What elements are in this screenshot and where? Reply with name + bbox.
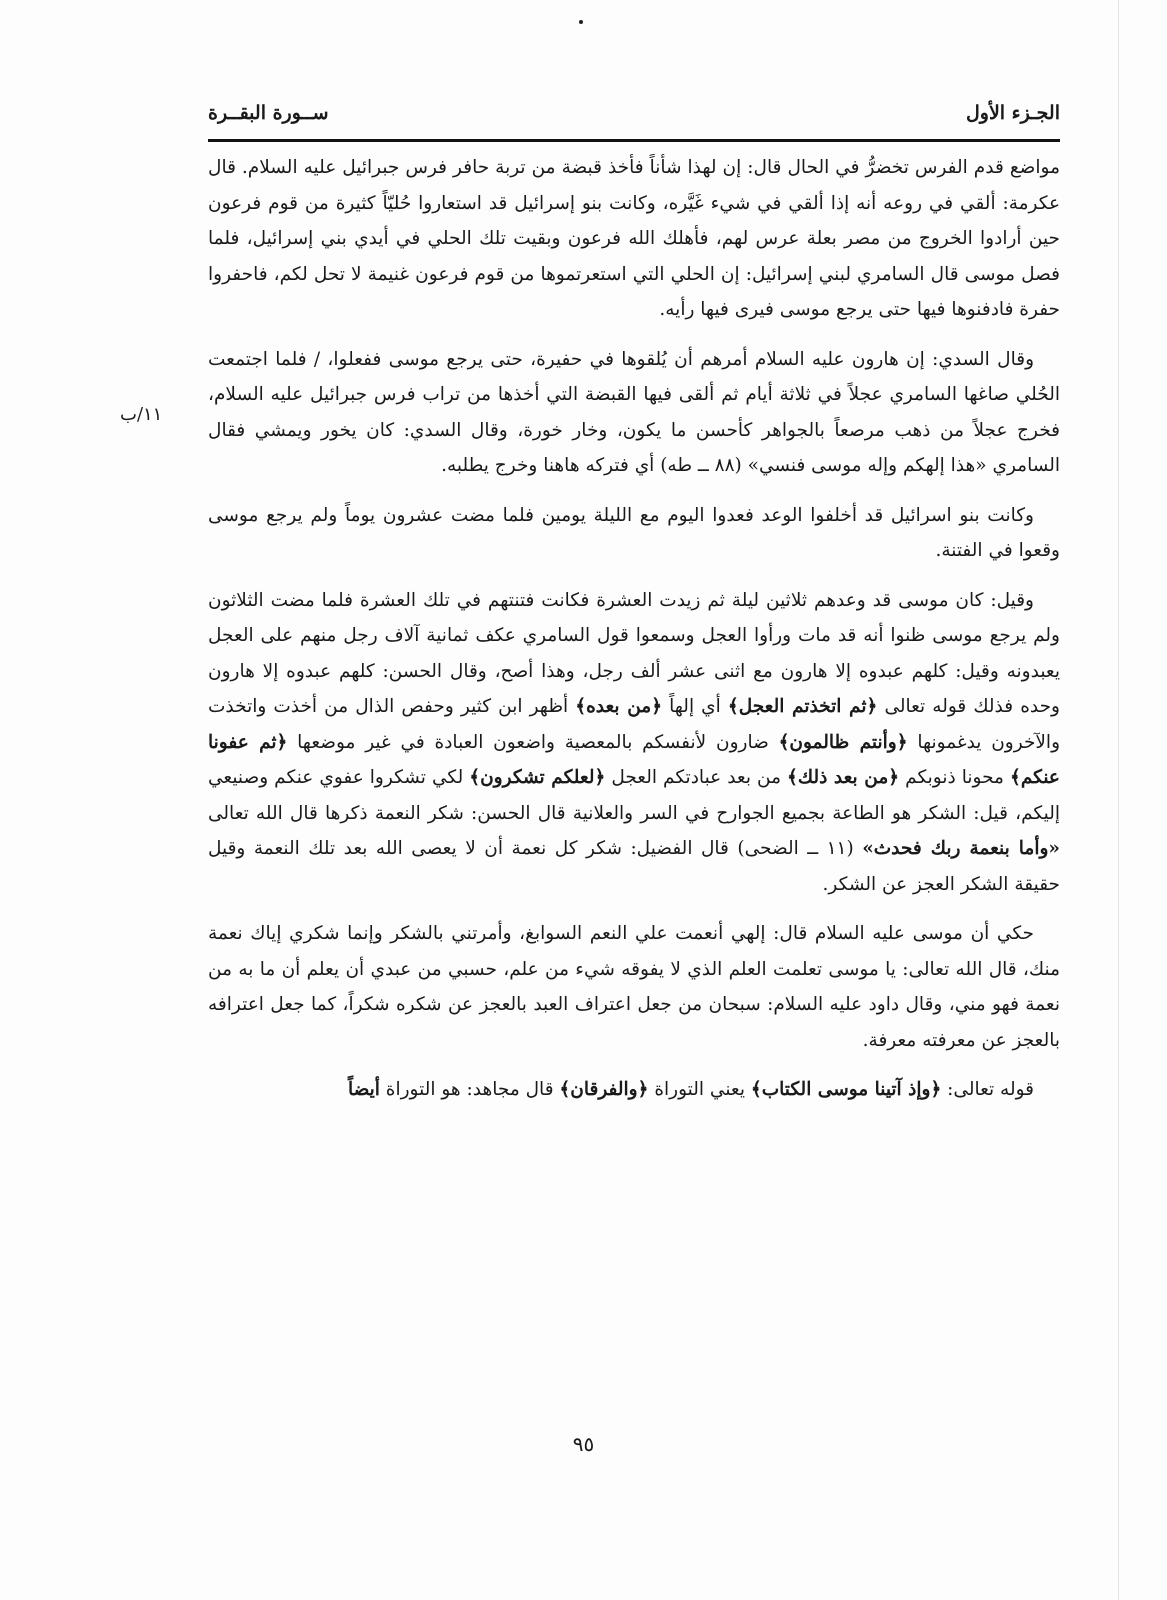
quranic-quote: ﴿ثم عفونا عنكم﴾ bbox=[208, 731, 1060, 788]
header-rule bbox=[208, 139, 1060, 142]
scan-edge-line bbox=[1118, 0, 1119, 1600]
paragraph-text: قوله تعالى: bbox=[941, 1079, 1034, 1100]
paragraph-text: ضارون لأنفسكم بالمعصية واضعون العبادة في غير موضعها bbox=[287, 731, 779, 753]
paragraph-text: من بعد عبادتكم العجل bbox=[605, 767, 788, 788]
body-paragraph bbox=[208, 583, 1060, 903]
paragraph-text: وكانت بنو اسرائيل قد أخلفوا الوعد فعدوا اليوم مع الليلة يومين فلما مضت عشرون يوماً ولم يرجع موسى وقعوا في الفتنة. bbox=[208, 504, 1060, 561]
paragraph-text: محونا ذنوبكم bbox=[899, 767, 1010, 788]
quranic-quote: ﴿وأنتم ظالمون﴾ bbox=[778, 731, 908, 753]
quranic-quote: ﴿من بعد ذلك﴾ bbox=[787, 767, 900, 788]
quranic-quote: ﴿ثم اتخذتم العجل﴾ bbox=[727, 696, 878, 717]
scan-speck bbox=[579, 20, 583, 24]
part-title: الجـزء الأول bbox=[965, 102, 1060, 124]
paragraph-text: أظهر ابن كثير وحفص الذال من أخذت واتخذت والآخرون يدغمونها bbox=[208, 696, 1061, 753]
paragraph-text: لكي تشكروا عفوي عنكم وصنيعي إليكم، قيل: الشكر هو الطاعة بجميع الجوارح في السر والعلانية قال الحسن: شكر النعمة ذكرها قال الله تعالى bbox=[208, 767, 1060, 824]
paragraph-text: وقال السدي: إن هارون عليه السلام أمرهم أن يُلقوها في حفيرة، حتى يرجع موسى ففعلوا، / فلما اجتمعت الحُلي صاغها السامري عجلاً في ثلاثة أيام ثم ألقى فيها القبضة التي أخذها من تراب فرس جبرائيل عليه السلام، فخرج عجلاً من ذهب مرصعاً بالجواهر كأحسن ما يكون، وخار خورة، وقال السدي: كان يخور ويمشي فقال السامري «هذا إلهكم وإله موسى فنسي» (٨٨ ــ طه) أي فتركه هاهنا وخرج يطلبه. bbox=[208, 348, 1060, 476]
paragraph-text: قال مجاهد: هو التوراة bbox=[379, 1079, 560, 1100]
body-paragraph bbox=[208, 150, 1060, 328]
paragraph-text: أي إلهاً bbox=[662, 696, 728, 717]
paragraph-text: وقيل: كان موسى قد وعدهم ثلاثين ليلة ثم زيدت العشرة فكانت فتنتهم في تلك العشرة فلما مضت الثلاثون ولم يرجع موسى ظنوا أنه قد مات ورأوا العجل وسمعوا قول السامري عكف ثمانية آلاف رجل منهم على العجل يعبدونه وقيل: كلهم عبدوه إلا هارون مع اثنى عشر ألف رجل، وهذا أصح، وقال الحسن: كلهم عبدوه إلا هارون وحده فذلك قوله تعالى bbox=[208, 589, 1060, 717]
body-text bbox=[208, 150, 1060, 1122]
body-paragraph bbox=[208, 498, 1060, 569]
margin-folio-note: ١١/ب bbox=[120, 404, 163, 425]
quranic-quote: أيضاً bbox=[347, 1079, 380, 1100]
surah-title: ســورة البقــرة bbox=[208, 102, 329, 124]
body-paragraph bbox=[208, 342, 1060, 484]
page-number: ٩٥ bbox=[572, 1432, 595, 1456]
body-paragraph bbox=[208, 1072, 1060, 1108]
body-paragraph bbox=[208, 916, 1060, 1058]
quranic-quote: ﴿وإذ آتينا موسى الكتاب﴾ bbox=[750, 1079, 942, 1100]
quranic-quote: ﴿من بعده﴾ bbox=[575, 696, 663, 717]
paragraph-text: مواضع قدم الفرس تخضرُّ في الحال قال: إن لهذا شأناً فأخذ قبضة من تربة حافر فرس جبرائيل عليه السلام. قال عكرمة: ألقي في روعه أنه إذا ألقي في شيء غَيَّره، وكانت بنو إسرائيل قد استعاروا حُليّاً كثيرة من قوم فرعون حين أرادوا الخروج من مصر بعلة عرس لهم، فأهلك الله فرعون وبقيت تلك الحلي في أيدي بني إسرائيل، فلما فصل موسى قال السامري لبني إسرائيل: إن الحلي التي استعرتموها من قوم فرعون غنيمة لا تحل لكم، فاحفروا حفرة فادفنوها فيها حتى يرجع موسى فيرى فيها رأيه. bbox=[208, 157, 1060, 320]
paragraph-text: حكي أن موسى عليه السلام قال: إلهي أنعمت علي النعم السوابغ، وأمرتني بالشكر وإنما شكري إياك نعمة منك، قال الله تعالى: يا موسى تعلمت العلم الذي لا يفوقه شيء من علم، حسبي من عبدي أن يعلم أن ما به من نعمة فهو مني، وقال داود عليه السلام: سبحان من جعل اعتراف العبد بالعجز عن شكره شكراً، كما جعل اعترافه بالعجز عن معرفته معرفة. bbox=[208, 923, 1060, 1051]
paragraph-text: (١١ ــ الضحى) قال الفضيل: شكر كل نعمة أن لا يعصى الله بعد تلك النعمة وقيل حقيقة الشكر العجز عن الشكر. bbox=[208, 838, 1060, 895]
quranic-quote: ﴿والفرقان﴾ bbox=[559, 1079, 649, 1100]
quranic-quote: «وأما بنعمة ربك فحدث» bbox=[862, 838, 1060, 859]
running-header bbox=[208, 96, 1060, 142]
paragraph-text: يعني التوراة bbox=[648, 1079, 751, 1100]
quranic-quote: ﴿لعلكم تشكرون﴾ bbox=[469, 767, 606, 788]
